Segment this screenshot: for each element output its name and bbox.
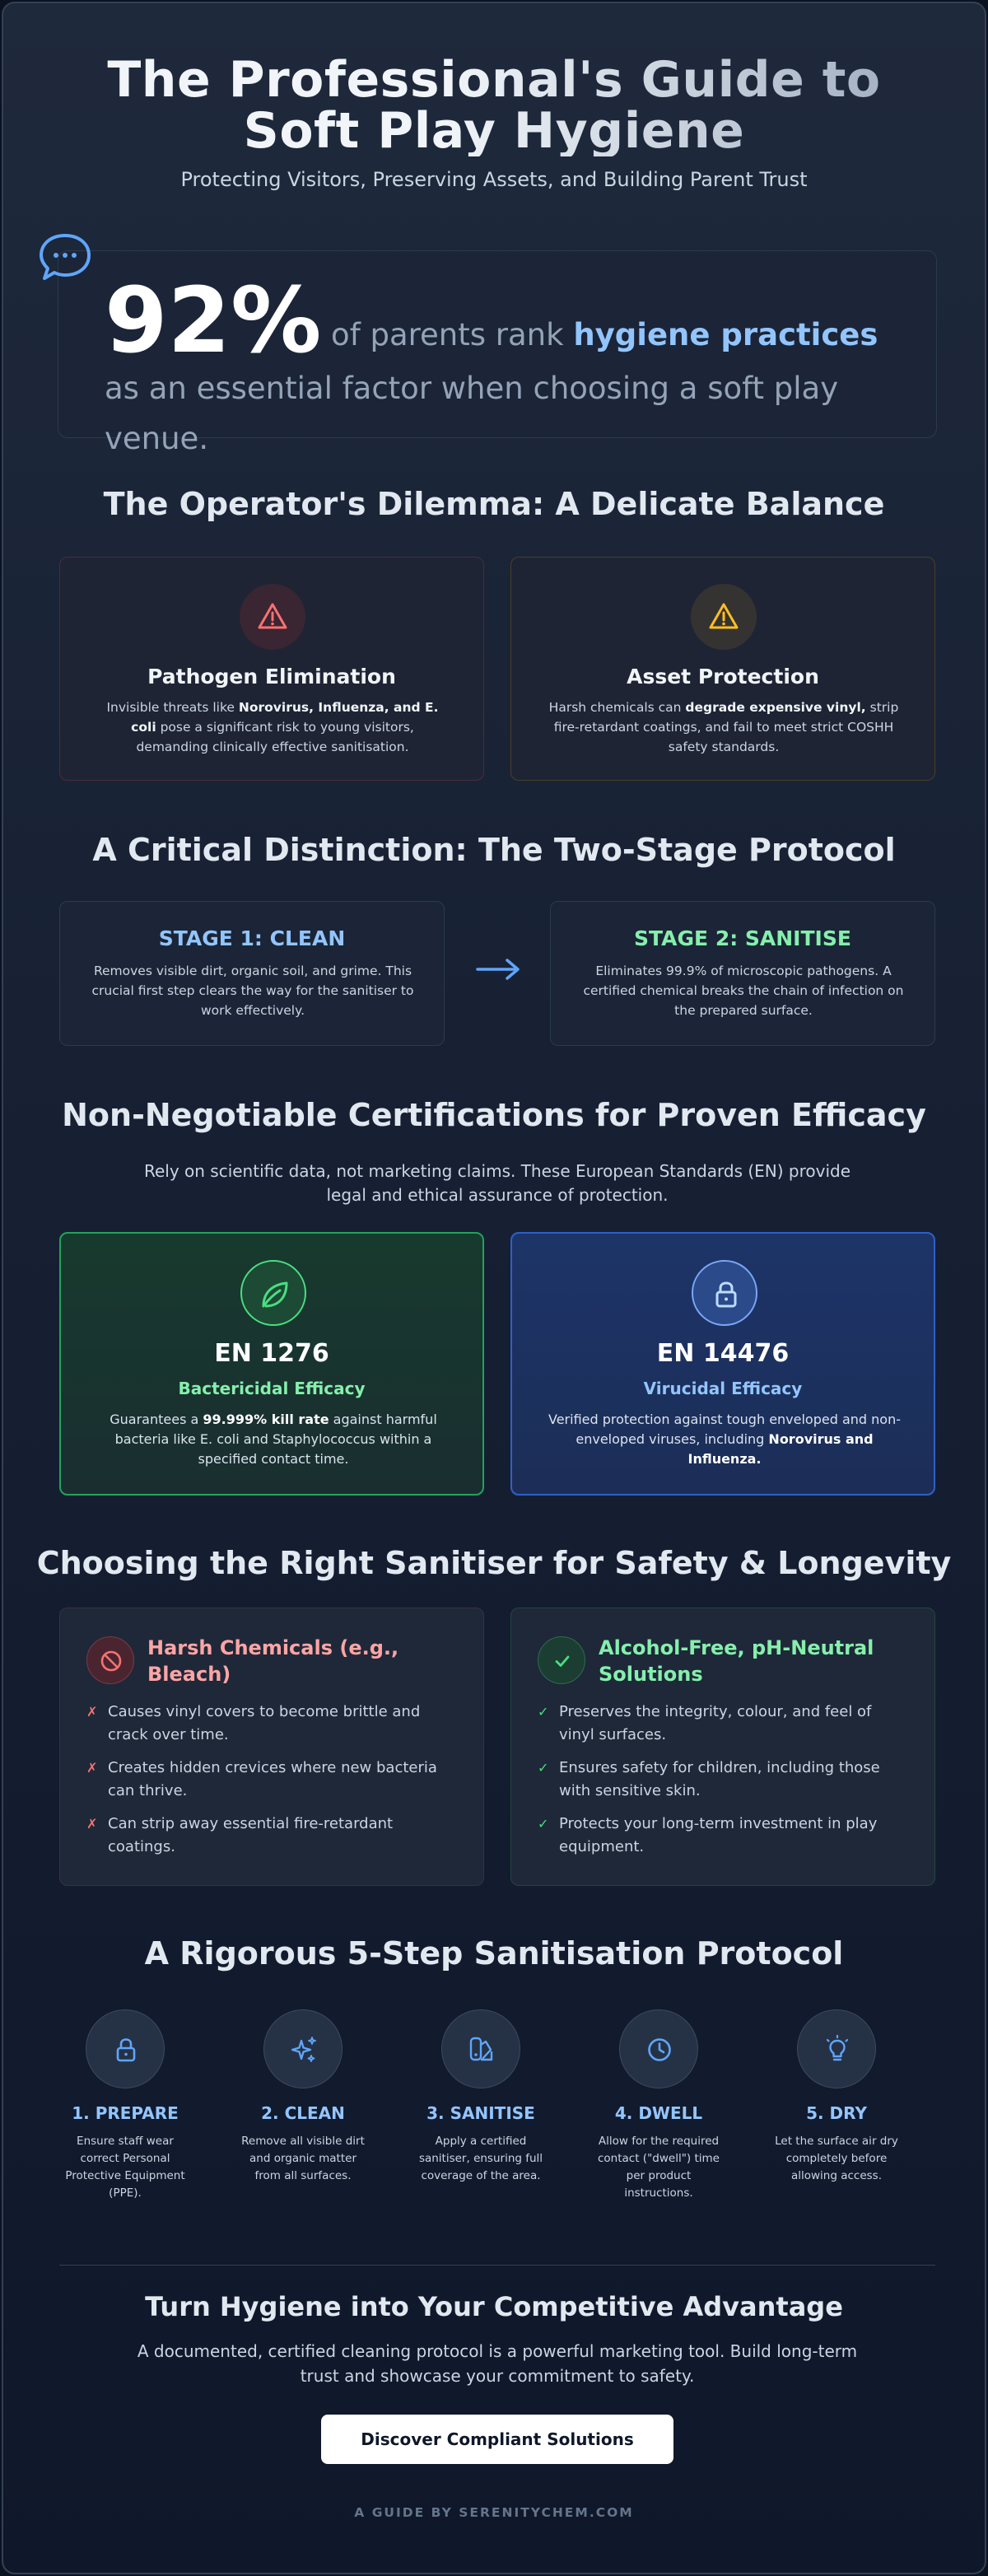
step-title: 4. DWELL xyxy=(614,2103,703,2123)
cta-title: Turn Hygiene into Your Competitive Advantage xyxy=(145,2291,843,2322)
harsh-chemicals-card xyxy=(59,1608,484,1886)
discover-solutions-button[interactable]: Discover Compliant Solutions xyxy=(321,2415,673,2464)
neutral-title: Alcohol-Free, pH-Neutral Solutions xyxy=(599,1636,874,1686)
en14476-body xyxy=(545,1410,904,1469)
stage-clean-body: Removes visible dirt, organic soil, and grime. This crucial first step clears the way for the sanitiser to work effectively. xyxy=(91,964,414,1018)
step-title: 2. CLEAN xyxy=(261,2103,345,2123)
en14476-icon-circle xyxy=(692,1260,757,1326)
list-item xyxy=(86,1813,457,1859)
divider xyxy=(59,2265,935,2266)
harsh-icon-circle xyxy=(86,1636,134,1684)
en1276-icon-circle xyxy=(240,1260,306,1326)
asset-card xyxy=(510,557,935,781)
step-body: Apply a certified sanitiser, ensuring full coverage of the area. xyxy=(418,2135,543,2182)
lock-icon xyxy=(110,2033,142,2066)
stage-sanitise-title: STAGE 2: SANITISE xyxy=(634,926,851,950)
asset-icon-circle xyxy=(691,584,757,650)
step-icon-circle xyxy=(619,2009,698,2088)
harsh-list xyxy=(86,1701,457,1869)
stat-box xyxy=(58,250,937,456)
step-title: 1. PREPARE xyxy=(72,2103,179,2123)
leaf-icon xyxy=(257,1276,293,1313)
neutral-item-text: Ensures safety for children, including those with sensitive skin. xyxy=(559,1759,880,1799)
pathogen-body-post: pose a significant risk to young visitors, demanding clinically effective sanitisation. xyxy=(136,720,414,754)
en14476-code: EN 14476 xyxy=(656,1339,790,1368)
asset-card-body xyxy=(548,698,900,757)
neutral-item-text: Preserves the integrity, colour, and feel of vinyl surfaces. xyxy=(559,1703,872,1743)
list-item xyxy=(86,1757,457,1803)
stage-sanitise-card xyxy=(550,901,935,1046)
en1276-body-pre: Guarantees a xyxy=(110,1412,203,1427)
pathogen-card-body xyxy=(96,698,449,757)
step-icon-circle xyxy=(86,2009,165,2088)
neutral-icon-circle xyxy=(538,1636,585,1684)
en1276-subtitle: Bactericidal Efficacy xyxy=(178,1379,366,1398)
asset-body-bold: degrade expensive vinyl, xyxy=(685,700,866,715)
list-item xyxy=(538,1813,908,1859)
pathogen-card xyxy=(59,557,484,781)
en1276-body-post: against harmful bacteria like E. coli and Staphylococcus within a specified contact time. xyxy=(114,1412,437,1467)
prohibited-icon xyxy=(99,1649,124,1673)
asset-body-pre: Harsh chemicals can xyxy=(548,700,686,715)
step-body: Remove all visible dirt and organic matter from all surfaces. xyxy=(241,2135,365,2182)
checkmark-icon: ✓ xyxy=(538,1760,549,1776)
certs-intro: Rely on scientific data, not marketing claims. These European Standards (EN) provide legal and ethical assurance of protection. xyxy=(143,1161,851,1205)
pathogen-body-pre: Invisible threats like xyxy=(106,700,239,715)
protocol-title: A Critical Distinction: The Two-Stage Protocol xyxy=(92,832,896,868)
asset-card-title: Asset Protection xyxy=(627,665,819,688)
title-line-2: Soft Play Hygiene xyxy=(243,102,745,160)
pathogen-card-title: Pathogen Elimination xyxy=(147,665,396,688)
steps-title: A Rigorous 5-Step Sanitisation Protocol xyxy=(144,1935,844,1972)
check-icon xyxy=(550,1649,575,1673)
chat-bubble-icon xyxy=(36,229,94,287)
list-item xyxy=(538,1757,908,1803)
step-title: 5. DRY xyxy=(806,2103,867,2123)
pathogen-body-bold: Norovirus, Influenza, and E. coli xyxy=(131,700,439,735)
asset-body-post: strip fire-retardant coatings, and fail to meet strict COSHH safety standards. xyxy=(553,700,899,754)
neutral-solutions-card xyxy=(510,1608,935,1886)
step-icon-circle xyxy=(263,2009,343,2088)
en14476-body-pre: Verified protection against tough enveloped and non-enveloped viruses, including xyxy=(548,1412,901,1447)
cta-body: A documented, certified cleaning protocol is a powerful marketing tool. Build long-term trust and showcase your commitment to safety. xyxy=(137,2341,858,2386)
page-subtitle: Protecting Visitors, Preserving Assets, and Building Parent Trust xyxy=(180,168,808,191)
harsh-item-text: Creates hidden crevices where new bacteria can thrive. xyxy=(108,1759,437,1799)
title-line-1: The Professional's Guide to xyxy=(107,51,881,109)
page-title xyxy=(3,51,985,160)
en1276-code: EN 1276 xyxy=(214,1339,329,1368)
infographic xyxy=(2,2,986,2574)
pathogen-icon-circle xyxy=(240,584,305,650)
en14476-subtitle: Virucidal Efficacy xyxy=(643,1379,803,1398)
lock-icon xyxy=(708,1276,744,1313)
checkmark-icon: ✓ xyxy=(538,1704,549,1720)
warning-icon xyxy=(256,600,289,633)
step-body: Allow for the required contact ("dwell") time per product instructions. xyxy=(598,2135,720,2200)
certs-title: Non-Negotiable Certifications for Proven Efficacy xyxy=(62,1097,926,1133)
en1276-card xyxy=(59,1232,484,1496)
step-body: Let the surface air dry completely before allowing access. xyxy=(775,2135,898,2182)
cross-icon: ✗ xyxy=(86,1704,98,1720)
harsh-item-text: Can strip away essential fire-retardant coatings. xyxy=(108,1815,394,1855)
stat-value: 92% xyxy=(105,268,322,373)
header xyxy=(3,51,985,191)
sparkles-icon xyxy=(287,2033,320,2066)
en14476-body-bold: Norovirus and Influenza. xyxy=(687,1431,874,1467)
stat-text-after: as an essential factor when choosing a soft play venue. xyxy=(105,371,839,456)
stage-sanitise-body: Eliminates 99.9% of microscopic pathogens. A certified chemical breaks the chain of infection on the prepared surface. xyxy=(583,964,904,1018)
list-item xyxy=(538,1701,908,1747)
harsh-title: Harsh Chemicals (e.g., Bleach) xyxy=(147,1636,399,1686)
sanitiser-title: Choosing the Right Sanitiser for Safety & Longevity xyxy=(36,1545,952,1581)
neutral-list xyxy=(538,1701,908,1869)
cross-icon: ✗ xyxy=(86,1816,98,1832)
cross-icon: ✗ xyxy=(86,1760,98,1776)
stat-text-before: of parents rank xyxy=(321,317,574,352)
step-icon-circle xyxy=(441,2009,520,2088)
stage-clean-title: STAGE 1: CLEAN xyxy=(158,926,346,950)
en1276-body xyxy=(94,1410,453,1469)
checkmark-icon: ✓ xyxy=(538,1816,549,1832)
steps-row xyxy=(51,2009,944,2207)
neutral-item-text: Protects your long-term investment in play equipment. xyxy=(559,1815,878,1855)
stat-text xyxy=(105,268,920,467)
en14476-card xyxy=(510,1232,935,1496)
dilemma-title: The Operator's Dilemma: A Delicate Balance xyxy=(103,486,885,522)
stage-clean-card xyxy=(59,901,445,1046)
harsh-item-text: Causes vinyl covers to become brittle and crack over time. xyxy=(108,1703,421,1743)
warning-icon xyxy=(707,600,740,633)
step-icon-circle xyxy=(797,2009,876,2088)
lightbulb-icon xyxy=(821,2033,854,2066)
list-item xyxy=(86,1701,457,1747)
step-title: 3. SANITISE xyxy=(426,2103,535,2123)
stat-highlight: hygiene practices xyxy=(573,317,878,352)
en1276-body-bold: 99.999% kill rate xyxy=(203,1412,329,1427)
arrow-right-icon xyxy=(474,957,522,982)
swatch-icon xyxy=(465,2033,498,2066)
footer-credit: A GUIDE BY SERENITYCHEM.COM xyxy=(354,2505,634,2520)
step-body: Ensure staff wear correct Personal Protective Equipment (PPE). xyxy=(65,2135,185,2200)
clock-icon xyxy=(643,2033,676,2066)
